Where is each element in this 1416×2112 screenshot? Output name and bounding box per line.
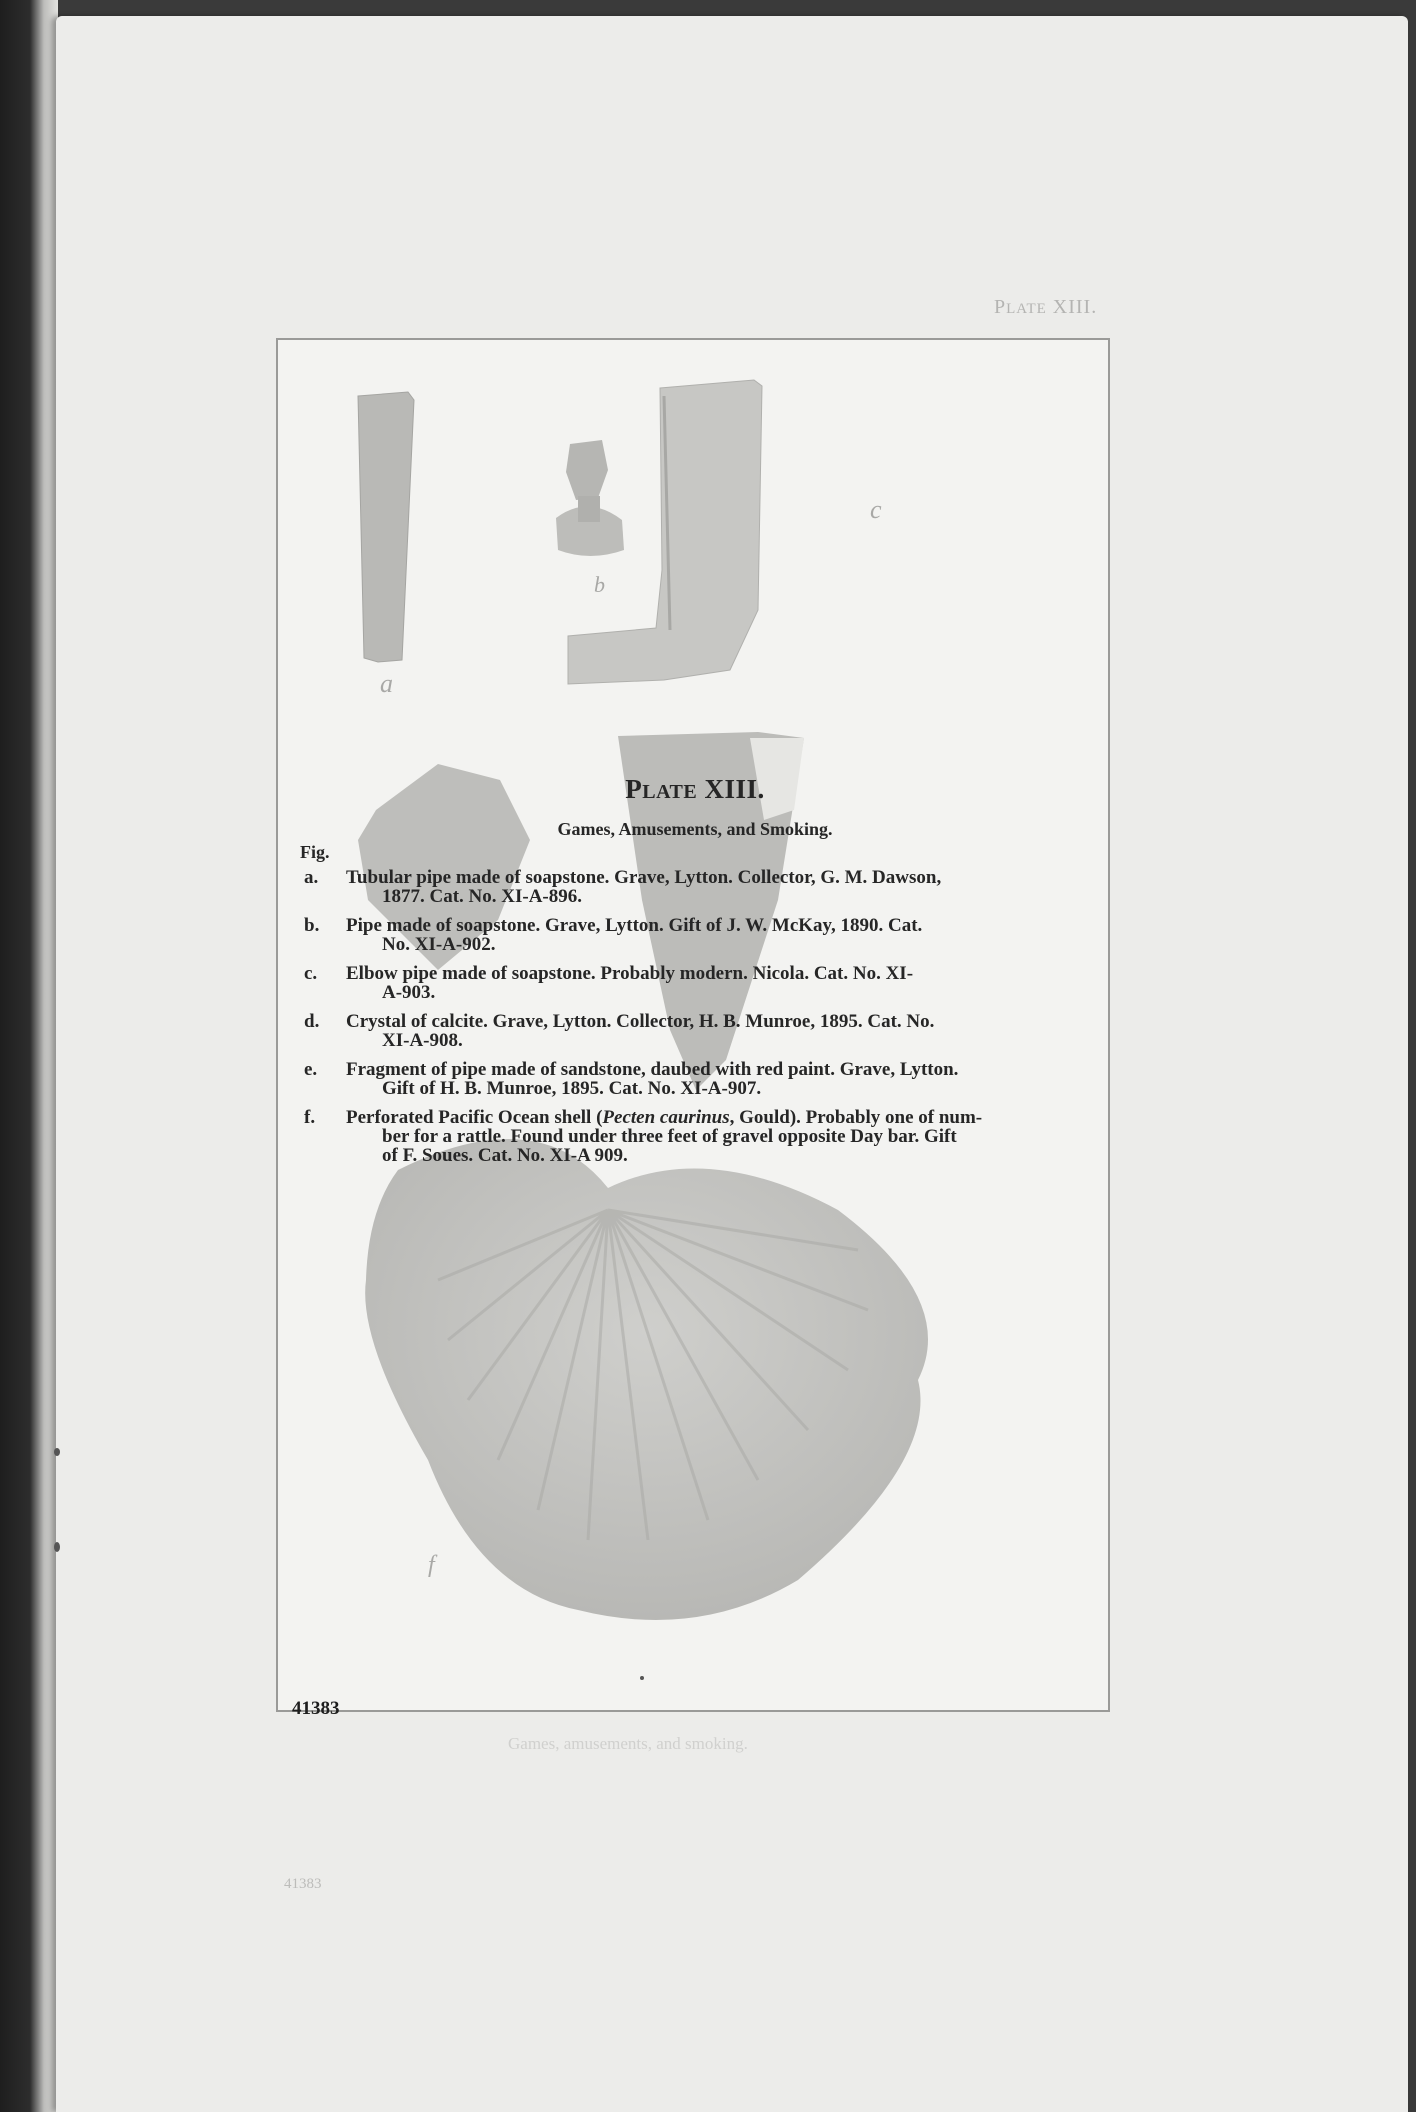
- entry-continuation-2: of F. Soues. Cat. No. XI-A 909.: [382, 1145, 628, 1166]
- fig-label: Fig.: [300, 842, 330, 862]
- plate-title: PLATE XIII.: [625, 774, 765, 804]
- entry-text: Fragment of pipe made of sandstone, daubed with red paint. Grave, Lytton.: [346, 1059, 959, 1080]
- pecten-shell-image: [365, 1139, 928, 1620]
- tubular-pipe-image: [358, 392, 414, 662]
- entry-text: Tubular pipe made of soapstone. Grave, Lytton. Collector, G. M. Dawson,: [346, 867, 942, 888]
- caption-entry-a: [300, 868, 1090, 906]
- entry-letter: b.: [304, 915, 320, 936]
- entry-text: Crystal of calcite. Grave, Lytton. Collector, H. B. Munroe, 1895. Cat. No.: [346, 1011, 935, 1032]
- entry-text: Perforated Pacific Ocean shell (Pecten caurinus, Gould). Probably one of num-: [346, 1107, 983, 1128]
- book-spine: [0, 0, 58, 2112]
- entry-continuation: No. XI-A-902.: [382, 934, 496, 955]
- entry-text: Elbow pipe made of soapstone. Probably modern. Nicola. Cat. No. XI-: [346, 963, 914, 984]
- figure-letter-c: c: [870, 495, 882, 524]
- entry-continuation: A-903.: [382, 982, 436, 1003]
- entry-letter: f.: [304, 1107, 316, 1128]
- entry-continuation: XI-A-908.: [382, 1030, 463, 1051]
- caption-entry-f: [300, 1108, 1090, 1165]
- caption-entry-c: [300, 964, 1090, 1002]
- plate-frame: [276, 338, 1110, 1712]
- running-head: PLATE XIII.: [994, 296, 1098, 318]
- caption-entry-e: [300, 1060, 1090, 1098]
- entry-continuation: ber for a rattle. Found under three feet of gravel opposite Day bar. Gift: [382, 1126, 957, 1147]
- entry-letter: d.: [304, 1011, 320, 1032]
- entry-letter: a.: [304, 867, 319, 888]
- entry-continuation: 1877. Cat. No. XI-A-896.: [382, 886, 583, 907]
- figure-letter-b: b: [594, 572, 605, 597]
- figure-letter-a: a: [380, 669, 393, 698]
- binding-speck: [640, 1676, 644, 1680]
- soapstone-pipe-image: [556, 440, 624, 556]
- figure-letter-f: f: [428, 1552, 435, 1578]
- binding-speck: [54, 1448, 60, 1456]
- caption-entry-b: [300, 916, 1090, 954]
- entry-letter: e.: [304, 1059, 318, 1080]
- entry-continuation: Gift of H. B. Munroe, 1895. Cat. No. XI-A-907.: [382, 1078, 762, 1099]
- binding-speck: [54, 1542, 60, 1552]
- plate-caption: [300, 774, 1090, 1175]
- entry-letter: c.: [304, 963, 318, 984]
- plate-number: 41383: [292, 1698, 340, 1719]
- species-name: Pecten caurinus: [602, 1107, 730, 1128]
- footer-caption: Games, amusements, and smoking.: [508, 1734, 748, 1753]
- caption-entry-d: [300, 1012, 1090, 1050]
- plate-subtitle: Games, Amusements, and Smoking.: [557, 819, 833, 839]
- entry-text: Pipe made of soapstone. Grave, Lytton. Gift of J. W. McKay, 1890. Cat.: [346, 915, 923, 936]
- footer-number: 41383: [284, 1876, 322, 1892]
